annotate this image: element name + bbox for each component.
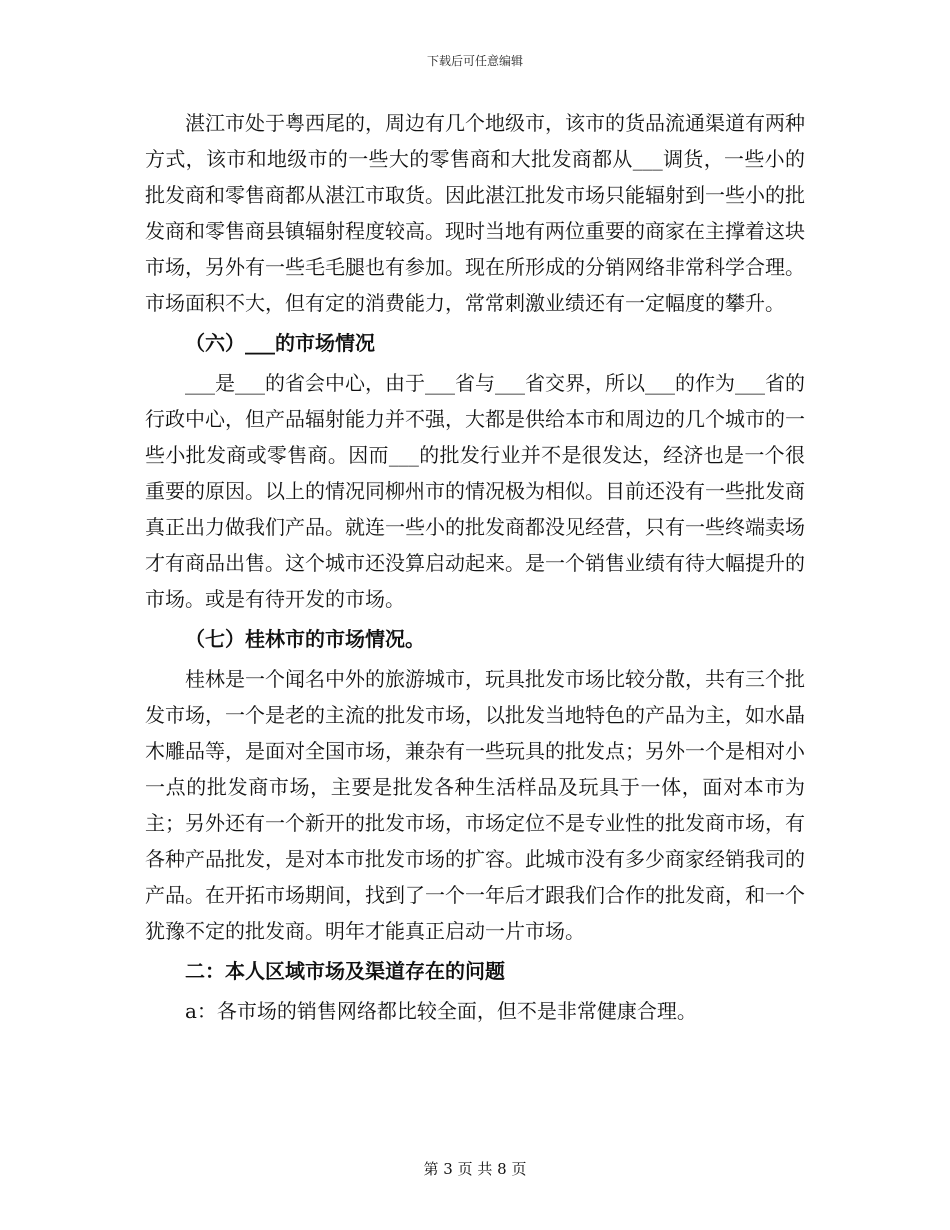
paragraph-item-a: a：各市场的销售网络都比较全面，但不是非常健康合理。	[185, 999, 697, 1023]
page-footer: 第 3 页 共 8 页	[423, 1160, 527, 1178]
document-body	[145, 105, 805, 1029]
paragraph-zhanjiang: 湛江市处于粤西尾的，周边有几个地级市，该市的货品流通渠道有两种方式，该市和地级市的一些大的零售商和大批发商都从___调货，一些小的批发商和零售商都从湛江市取货。因此湛江批发市场只能辐射到一些小的批发商和零售商县镇辐射程度较高。现时当地有两位重要的商家在主撑着这块市场，另外有一些毛毛腿也有参加。现在所形成的分销网络非常科学合理。市场面积不大，但有定的消费能力，常常刺激业绩还有一定幅度的攀升。	[145, 111, 805, 315]
paragraph-provincial-capital: ___是___的省会中心，由于___省与___省交界，所以___的作为___省的行政中心，但产品辐射能力并不强，大都是供给本市和周边的几个城市的一些小批发商或零售商。因而___的批发行业并不是很发达，经济也是一个很重要的原因。以上的情况同柳州市的情况极为相似。目前还没有一些批发商真正出力做我们产品。就连一些小的批发商都没见经营，只有一些终端卖场才有商品出售。这个城市还没算启动起来。是一个销售业绩有待大幅提升的市场。或是有待开发的市场。	[145, 371, 805, 611]
page-header: 下载后可任意编辑	[426, 54, 523, 68]
section-heading-problems: 二：本人区域市场及渠道存在的问题	[185, 959, 505, 983]
section-heading-7: （七）桂林市的市场情况。	[185, 627, 425, 651]
section-heading-6: （六）___的市场情况	[185, 331, 375, 355]
paragraph-guilin: 桂林是一个闻名中外的旅游城市，玩具批发市场比较分散，共有三个批发市场，一个是老的主流的批发市场，以批发当地特色的产品为主，如水晶木雕品等，是面对全国市场，兼杂有一些玩具的批发点；另外一个是相对小一点的批发商市场，主要是批发各种生活样品及玩具于一体，面对本市为主；另外还有一个新开的批发市场，市场定位不是专业性的批发商市场，有各种产品批发，是对本市批发市场的扩容。此城市没有多少商家经销我司的产品。在开拓市场期间，找到了一个一年后才跟我们合作的批发商，和一个犹豫不定的批发商。明年才能真正启动一片市场。	[145, 667, 805, 943]
